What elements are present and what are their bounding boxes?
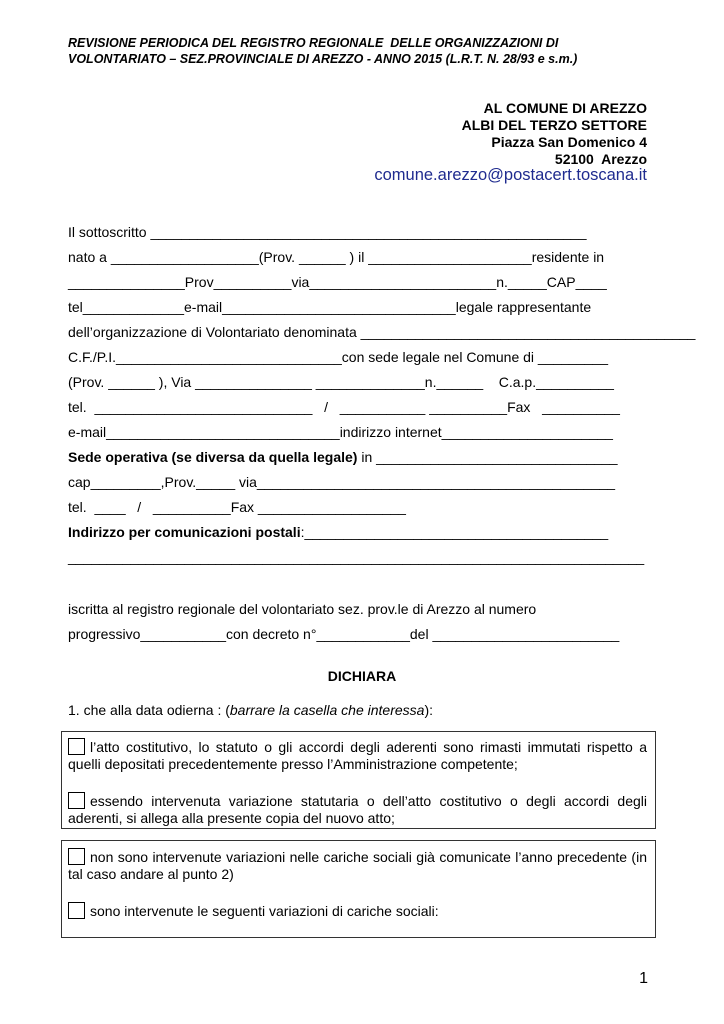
form-line-residenza[interactable]: _______________Prov__________via________________________n._____CAP____ [68,274,607,290]
checkbox-cariche-immutate[interactable] [68,848,85,865]
form-line-tel-fax-2[interactable]: tel. ____ / __________Fax ___________________ [68,499,406,515]
option-cariche-variate[interactable] [68,902,647,920]
option-cariche-immutate[interactable] [68,848,647,883]
form-line-contatti[interactable]: tel_____________e-mail______________________________legale rappresentante [68,299,592,315]
recipient-street: Piazza San Domenico 4 [491,134,647,150]
option-cariche-immutate-label: non sono intervenute variazioni nelle cariche sociali già comunicate l’anno precedente (in tal caso andare al punto 2) [68,849,647,882]
recipient-city: 52100 Arezzo [554,151,647,167]
recipient-line-1: AL COMUNE DI AREZZO [483,100,647,116]
sede-operativa-label: Sede operativa (se diversa da quella legale) [68,449,358,465]
form-line-progressivo[interactable]: progressivo___________con decreto n°____________del ________________________ [68,626,620,642]
indirizzo-postale-label: Indirizzo per comunicazioni postali [68,524,301,540]
form-line-indirizzo-cont[interactable]: __________________________________________________________________________ [68,549,645,565]
sede-operativa-field[interactable]: in _______________________________ [357,449,618,465]
point-1-close: ): [424,702,433,718]
form-line-cap-prov[interactable]: cap_________,Prov._____ via______________________________________________ [68,474,616,490]
indirizzo-postale-field[interactable]: :_______________________________________ [300,524,609,540]
form-line-organizzazione[interactable]: dell’organizzazione di Volontariato denominata ___________________________________________ [68,324,696,340]
form-line-indirizzo-postale[interactable] [68,523,608,541]
form-line-sede-operativa[interactable] [68,448,618,466]
point-1-text: 1. che alla data odierna : ( [68,702,230,718]
header-line-1: REVISIONE PERIODICA DEL REGISTRO REGIONALE DELLE ORGANIZZAZIONI DI [68,36,559,50]
checkbox-statuto-immutato[interactable] [68,738,85,755]
option-statuto-immutato-label: l’atto costitutivo, lo statuto o gli accordi degli aderenti sono rimasti immutati rispetto a quelli depositati precedentemente presso l’Amministrazione competente; [68,739,647,772]
form-line-iscritta: iscritta al registro regionale del volontariato sez. prov.le di Arezzo al numero [68,601,537,617]
form-line-sottoscritto[interactable]: Il sottoscritto ________________________________________________________ [68,224,587,240]
point-1-hint: barrare la casella che interessa [229,702,425,718]
recipient-email-link[interactable]: comune.arezzo@postacert.toscana.it [374,166,647,184]
form-line-email-internet[interactable]: e-mail______________________________indirizzo internet______________________ [68,424,613,440]
option-cariche-variate-label: sono intervenute le seguenti variazioni di cariche sociali: [90,903,439,919]
point-1-intro [68,701,433,719]
header-line-2: VOLONTARIATO – SEZ.PROVINCIALE DI AREZZO - ANNO 2015 (L.R.T. N. 28/93 e s.m.) [68,52,578,66]
page-number: 1 [639,970,648,987]
option-statuto-variato-label: essendo intervenuta variazione statutaria o dell’atto costitutivo o degli accordi degli aderenti, si allega alla presente copia del nuovo atto; [68,793,647,826]
option-statuto-immutato[interactable] [68,738,647,773]
recipient-line-2: ALBI DEL TERZO SETTORE [461,117,647,133]
checkbox-statuto-variato[interactable] [68,792,85,809]
form-line-cf[interactable]: C.F./P.I._____________________________con sede legale nel Comune di _________ [68,349,608,365]
dichiara-title: DICHIARA [327,668,397,684]
form-line-tel-fax[interactable]: tel. ____________________________ / ___________ __________Fax __________ [68,399,620,415]
option-statuto-variato[interactable] [68,792,647,827]
checkbox-cariche-variate[interactable] [68,902,85,919]
form-line-via[interactable]: (Prov. ______ ), Via _______________ ______________n.______ C.a.p.__________ [68,374,614,390]
form-line-nato[interactable]: nato a ___________________(Prov. ______ ) il _____________________residente in [68,249,605,265]
